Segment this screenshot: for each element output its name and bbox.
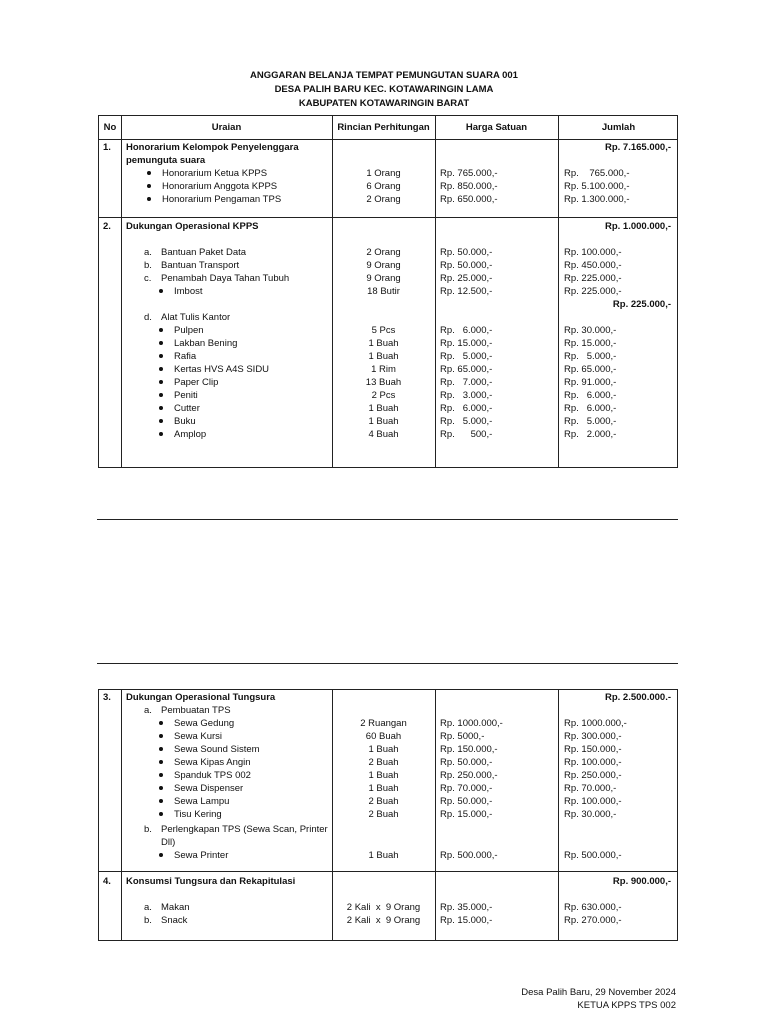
- table-row: [99, 808, 677, 821]
- table-row: [99, 743, 677, 756]
- table-row: [99, 756, 677, 769]
- item-price: Rp. 12.500,-: [440, 286, 493, 297]
- item-qty: 1 Buah: [368, 744, 399, 755]
- item-name: Amplop: [174, 429, 207, 440]
- section-title: Konsumsi Tungsura dan Rekapitulasi: [126, 876, 296, 887]
- item-price: Rp. 50.000,-: [440, 260, 493, 271]
- item-qty: 2 Buah: [368, 757, 399, 768]
- table-row: [99, 376, 677, 389]
- header-uraian: Uraian: [211, 122, 242, 133]
- table-row: [99, 180, 677, 193]
- item-price: Rp. 850.000,-: [440, 181, 498, 192]
- item-name: Sewa Kursi: [174, 731, 223, 742]
- item-name: Honorarium Ketua KPPS: [162, 168, 268, 179]
- item-name: Honorarium Anggota KPPS: [162, 181, 278, 192]
- item-qty: 2 Orang: [366, 194, 401, 205]
- item-marker: a.: [144, 247, 152, 258]
- subsection-header: [99, 823, 677, 836]
- item-price: Rp. 3.000,-: [440, 390, 493, 401]
- item-amount: Rp. 225.000,-: [564, 273, 622, 284]
- item-qty: 2 Buah: [368, 809, 399, 820]
- row-divider: [99, 139, 677, 140]
- item-amount: Rp. 5.000,-: [564, 351, 617, 362]
- table-row: [99, 914, 677, 927]
- table-row: [99, 782, 677, 795]
- section-total: Rp. 1.000.000,-: [604, 221, 671, 232]
- table-header: [99, 121, 677, 134]
- item-price: Rp. 15.000,-: [440, 809, 493, 820]
- table-row: [99, 285, 677, 298]
- item-price: Rp. 250.000,-: [440, 770, 498, 781]
- item-qty: 60 Buah: [365, 731, 402, 742]
- item-name: Sewa Dispenser: [174, 783, 244, 794]
- table-row: [99, 193, 677, 206]
- item-amount: Rp. 6.000,-: [564, 403, 617, 414]
- table-row: [99, 272, 677, 285]
- table-row: [99, 246, 677, 259]
- section-number: 4.: [103, 876, 111, 887]
- row-divider: [99, 217, 677, 218]
- item-name: Sewa Printer: [174, 850, 229, 861]
- item-amount: Rp. 91.000,-: [564, 377, 617, 388]
- subsection-header: [99, 704, 677, 717]
- table-row: [99, 795, 677, 808]
- item-qty: 1 Buah: [368, 338, 399, 349]
- item-price: Rp. 500,-: [440, 429, 493, 440]
- table-row: [99, 428, 677, 441]
- item-amount: Rp. 5.000,-: [564, 416, 617, 427]
- item-amount: Rp. 6.000,-: [564, 390, 617, 401]
- item-amount: Rp. 630.000,-: [564, 902, 622, 913]
- item-name: Sewa Lampu: [174, 796, 230, 807]
- table-row: [99, 402, 677, 415]
- table-row: [99, 901, 677, 914]
- section-total: Rp. 900.000,-: [612, 876, 671, 887]
- item-price: Rp. 765.000,-: [440, 168, 498, 179]
- item-marker: b.: [144, 260, 152, 271]
- item-price: Rp. 25.000,-: [440, 273, 493, 284]
- item-qty: 2 Kali x 9 Orang: [346, 902, 421, 913]
- section-total: Rp. 2.500.000.-: [604, 692, 671, 703]
- item-amount: Rp. 30.000,-: [564, 809, 617, 820]
- table-row: [99, 363, 677, 376]
- item-name: Buku: [174, 416, 196, 427]
- item-marker: a.: [144, 902, 152, 913]
- budget-table-part-1: [98, 115, 678, 468]
- item-qty: 1 Rim: [371, 364, 396, 375]
- item-qty: 2 Orang: [366, 247, 401, 258]
- section-title: Honorarium Kelompok Penyelenggara: [126, 142, 299, 153]
- item-name: Snack: [161, 915, 188, 926]
- item-qty: 13 Buah: [365, 377, 402, 388]
- item-price: Rp. 6.000,-: [440, 403, 493, 414]
- page-separator: [97, 519, 678, 520]
- item-qty: 9 Orang: [366, 260, 401, 271]
- table-row: [99, 337, 677, 350]
- item-price: Rp. 7.000,-: [440, 377, 493, 388]
- subtotal-amount: Rp. 225.000,-: [612, 299, 671, 310]
- item-name: Kertas HVS A4S SIDU: [174, 364, 270, 375]
- subsection-title: Pembuatan TPS: [161, 705, 231, 716]
- section-3-header: [99, 691, 677, 704]
- item-amount: Rp. 65.000,-: [564, 364, 617, 375]
- table-row: [99, 350, 677, 363]
- page-separator: [97, 663, 678, 664]
- item-amount: Rp. 100.000,-: [564, 757, 622, 768]
- section-number: 3.: [103, 692, 111, 703]
- table-row: [99, 324, 677, 337]
- item-qty: 2 Buah: [368, 796, 399, 807]
- item-price: Rp. 15.000,-: [440, 338, 493, 349]
- subtotal-row: [99, 298, 677, 311]
- item-price: Rp. 50.000,-: [440, 796, 493, 807]
- item-amount: Rp. 500.000,-: [564, 850, 622, 861]
- item-qty: 1 Buah: [368, 403, 399, 414]
- header-rincian: Rincian Perhitungan: [337, 122, 430, 133]
- subsection-title: Perlengkapan TPS (Sewa Scan, Printer: [161, 824, 328, 835]
- item-amount: Rp. 70.000,-: [564, 783, 617, 794]
- title-line-3: KABUPATEN KOTAWARINGIN BARAT: [298, 98, 470, 109]
- subsection-title-cont: Dll): [161, 837, 176, 848]
- item-price: Rp. 5.000,-: [440, 416, 493, 427]
- item-price: Rp. 65.000,-: [440, 364, 493, 375]
- item-qty: 2 Ruangan: [360, 718, 407, 729]
- item-qty: 18 Butir: [367, 286, 400, 297]
- item-qty: 1 Buah: [368, 351, 399, 362]
- item-amount: Rp. 100.000,-: [564, 796, 622, 807]
- item-price: Rp. 50.000,-: [440, 247, 493, 258]
- item-amount: Rp. 270.000,-: [564, 915, 622, 926]
- item-amount: Rp. 100.000,-: [564, 247, 622, 258]
- item-price: Rp. 70.000,-: [440, 783, 493, 794]
- item-marker: b.: [144, 824, 152, 835]
- table-row: [99, 389, 677, 402]
- item-amount: Rp. 1.300.000,-: [564, 194, 630, 205]
- item-name: Peniti: [174, 390, 198, 401]
- title-line-1: ANGGARAN BELANJA TEMPAT PEMUNGUTAN SUARA 001: [250, 70, 518, 81]
- item-qty: 1 Orang: [366, 168, 401, 179]
- item-qty: 5 Pcs: [371, 325, 396, 336]
- subsection-header: [99, 311, 677, 324]
- item-qty: 1 Buah: [368, 850, 399, 861]
- budget-table-part-2: [98, 689, 678, 941]
- item-qty: 9 Orang: [366, 273, 401, 284]
- item-name: Sewa Kipas Angin: [174, 757, 251, 768]
- section-title: Dukungan Operasional Tungsura: [126, 692, 276, 703]
- item-amount: Rp. 250.000,-: [564, 770, 622, 781]
- item-price: Rp. 650.000,-: [440, 194, 498, 205]
- table-row: [99, 849, 677, 862]
- section-4-header: [99, 875, 677, 888]
- section-2-header: [99, 220, 677, 233]
- item-name: Makan: [161, 902, 190, 913]
- document-title: [0, 69, 768, 111]
- table-row: [99, 167, 677, 180]
- section-title-cont: pemunguta suara: [126, 155, 206, 166]
- item-amount: Rp. 5.100.000,-: [564, 181, 630, 192]
- item-amount: Rp. 450.000,-: [564, 260, 622, 271]
- item-qty: 2 Kali x 9 Orang: [346, 915, 421, 926]
- subsection-title: Alat Tulis Kantor: [161, 312, 231, 323]
- header-no: No: [103, 122, 117, 133]
- item-price: Rp. 5000,-: [440, 731, 485, 742]
- item-price: Rp. 150.000,-: [440, 744, 498, 755]
- item-name: Bantuan Paket Data: [161, 247, 247, 258]
- item-price: Rp. 500.000,-: [440, 850, 498, 861]
- item-price: Rp. 50.000,-: [440, 757, 493, 768]
- header-jumlah: Jumlah: [601, 122, 636, 133]
- item-qty: 1 Buah: [368, 416, 399, 427]
- item-amount: Rp. 300.000,-: [564, 731, 622, 742]
- item-qty: 6 Orang: [366, 181, 401, 192]
- table-row: [99, 730, 677, 743]
- section-total: Rp. 7.165.000,-: [604, 142, 671, 153]
- header-harga: Harga Satuan: [465, 122, 528, 133]
- item-price: Rp. 1000.000,-: [440, 718, 503, 729]
- item-marker: b.: [144, 915, 152, 926]
- item-qty: 4 Buah: [368, 429, 399, 440]
- item-name: Cutter: [174, 403, 200, 414]
- item-name: Lakban Bening: [174, 338, 238, 349]
- row-divider: [99, 871, 677, 872]
- item-name: Honorarium Pengaman TPS: [162, 194, 282, 205]
- item-name: Spanduk TPS 002: [174, 770, 251, 781]
- section-1-header-cont: [99, 154, 677, 167]
- section-title: Dukungan Operasional KPPS: [126, 221, 259, 232]
- item-amount: Rp. 765.000,-: [564, 168, 630, 179]
- item-amount: Rp. 225.000,-: [564, 286, 622, 297]
- item-price: Rp. 35.000,-: [440, 902, 493, 913]
- place-date: Desa Palih Baru, 29 November 2024: [521, 987, 676, 998]
- item-amount: Rp. 150.000,-: [564, 744, 622, 755]
- item-name: Rafia: [174, 351, 197, 362]
- item-marker: d.: [144, 312, 152, 323]
- item-qty: 1 Buah: [368, 770, 399, 781]
- item-marker: a.: [144, 705, 152, 716]
- section-number: 1.: [103, 142, 111, 153]
- table-row: [99, 415, 677, 428]
- item-name: Imbost: [174, 286, 203, 297]
- item-marker: c.: [144, 273, 152, 284]
- table-row: [99, 717, 677, 730]
- item-name: Sewa Sound Sistem: [174, 744, 260, 755]
- table-row: [99, 259, 677, 272]
- item-name: Sewa Gedung: [174, 718, 235, 729]
- item-name: Tisu Kering: [174, 809, 222, 820]
- signature-block: [521, 986, 676, 1012]
- item-name: Bantuan Transport: [161, 260, 240, 271]
- subsection-header-cont: [99, 836, 677, 849]
- item-price: Rp. 5.000,-: [440, 351, 493, 362]
- item-amount: Rp. 30.000,-: [564, 325, 617, 336]
- section-1-header: [99, 141, 677, 154]
- item-price: Rp. 15.000,-: [440, 915, 493, 926]
- item-amount: Rp. 1000.000,-: [564, 718, 627, 729]
- item-amount: Rp. 2.000,-: [564, 429, 617, 440]
- signatory-role: KETUA KPPS TPS 002: [577, 1000, 676, 1011]
- table-row: [99, 769, 677, 782]
- item-name: Paper Clip: [174, 377, 219, 388]
- item-qty: 2 Pcs: [371, 390, 396, 401]
- section-number: 2.: [103, 221, 111, 232]
- title-line-2: DESA PALIH BARU KEC. KOTAWARINGIN LAMA: [274, 84, 494, 95]
- item-name: Pulpen: [174, 325, 204, 336]
- item-name: Penambah Daya Tahan Tubuh: [161, 273, 290, 284]
- item-amount: Rp. 15.000,-: [564, 338, 617, 349]
- item-price: Rp. 6.000,-: [440, 325, 493, 336]
- item-qty: 1 Buah: [368, 783, 399, 794]
